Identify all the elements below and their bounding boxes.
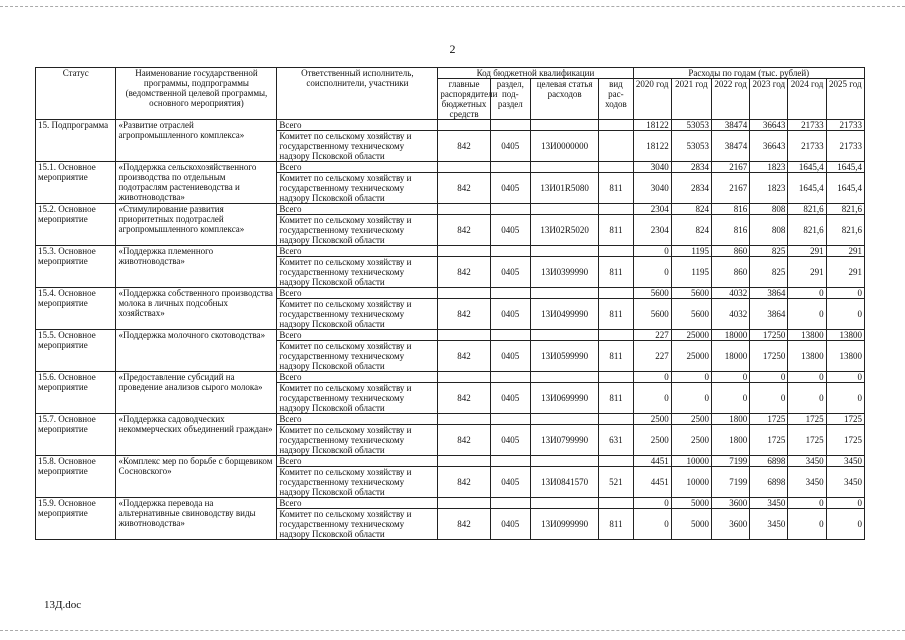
row-status: 15.8. Основное мероприятие	[36, 456, 116, 498]
row-total-value: 18122	[633, 120, 671, 131]
row-name: «Предоставление субсидий на проведение анализов сырого молока»	[116, 372, 277, 414]
row-year-value: 36643	[750, 131, 788, 162]
header-budget-code: Код бюджетной квалификации	[438, 68, 633, 79]
row-status: 15.1. Основное мероприятие	[36, 162, 116, 204]
row-total-value: 4451	[633, 456, 671, 467]
empty-cell	[530, 288, 598, 299]
row-grbs: 842	[438, 215, 490, 246]
empty-cell	[490, 120, 530, 131]
budget-table	[35, 67, 865, 540]
row-status: 15.7. Основное мероприятие	[36, 414, 116, 456]
row-year-value: 3600	[711, 509, 749, 540]
row-total-label: Всего	[277, 120, 438, 131]
row-name: «Поддержка перевода на альтернативные свиноводству виды животноводства»	[116, 498, 277, 540]
row-year-value: 4451	[633, 467, 671, 498]
empty-cell	[599, 246, 633, 257]
row-year-value: 1725	[750, 425, 788, 456]
empty-cell	[599, 120, 633, 131]
empty-cell	[599, 414, 633, 425]
row-total-value: 13800	[788, 330, 826, 341]
table-row-total	[36, 414, 865, 425]
row-status: 15.6. Основное мероприятие	[36, 372, 116, 414]
row-total-value: 1645,4	[788, 162, 826, 173]
empty-cell	[490, 330, 530, 341]
empty-cell	[599, 204, 633, 215]
row-year-value: 1725	[826, 425, 864, 456]
row-total-value: 13800	[826, 330, 864, 341]
row-total-value: 3450	[788, 456, 826, 467]
header-name: Наименование государственной программы, подпрограммы (ведомственной целевой программы, основного мероприятия)	[116, 68, 277, 120]
row-year-value: 2500	[633, 425, 671, 456]
row-total-value: 824	[671, 204, 711, 215]
table-row-total	[36, 162, 865, 173]
row-total-value: 1645,4	[826, 162, 864, 173]
footer-filename: 13Д.doc	[44, 599, 82, 611]
row-year-value: 18122	[633, 131, 671, 162]
row-total-label: Всего	[277, 414, 438, 425]
row-total-value: 291	[788, 246, 826, 257]
row-total-value: 0	[750, 372, 788, 383]
row-total-value: 3450	[750, 498, 788, 509]
row-grbs: 842	[438, 341, 490, 372]
row-total-value: 38474	[711, 120, 749, 131]
row-responsible: Комитет по сельскому хозяйству и государственному техническому надзору Псковской области	[277, 131, 438, 162]
empty-cell	[599, 372, 633, 383]
row-section: 0405	[490, 341, 530, 372]
empty-cell	[530, 456, 598, 467]
row-total-value: 816	[711, 204, 749, 215]
row-year-value: 0	[671, 383, 711, 414]
row-total-value: 7199	[711, 456, 749, 467]
empty-cell	[438, 498, 490, 509]
empty-cell	[530, 162, 598, 173]
row-total-value: 0	[788, 372, 826, 383]
row-type	[599, 131, 633, 162]
empty-cell	[490, 456, 530, 467]
row-year-value: 1725	[788, 425, 826, 456]
row-total-value: 860	[711, 246, 749, 257]
empty-cell	[438, 162, 490, 173]
empty-cell	[530, 330, 598, 341]
row-status: 15.4. Основное мероприятие	[36, 288, 116, 330]
row-type: 521	[599, 467, 633, 498]
row-target: 13И0000000	[530, 131, 598, 162]
row-name: «Поддержка собственного производства молока в личных подсобных хозяйствах»	[116, 288, 277, 330]
header-status: Статус	[36, 68, 116, 120]
row-year-value: 824	[671, 215, 711, 246]
row-year-value: 21733	[788, 131, 826, 162]
header-year-2021: 2021 год	[671, 79, 711, 120]
row-responsible: Комитет по сельскому хозяйству и государственному техническому надзору Псковской области	[277, 467, 438, 498]
row-responsible: Комитет по сельскому хозяйству и государственному техническому надзору Псковской области	[277, 509, 438, 540]
row-year-value: 825	[750, 257, 788, 288]
row-year-value: 21733	[826, 131, 864, 162]
row-year-value: 0	[826, 383, 864, 414]
row-year-value: 2167	[711, 173, 749, 204]
empty-cell	[530, 372, 598, 383]
row-total-value: 0	[633, 498, 671, 509]
row-year-value: 821,6	[826, 215, 864, 246]
row-year-value: 0	[633, 509, 671, 540]
row-grbs: 842	[438, 467, 490, 498]
table-row-total	[36, 288, 865, 299]
row-name: «Поддержка племенного животноводства»	[116, 246, 277, 288]
header-year-2024: 2024 год	[788, 79, 826, 120]
header-year-2025: 2025 год	[826, 79, 864, 120]
empty-cell	[438, 456, 490, 467]
row-year-value: 38474	[711, 131, 749, 162]
row-year-value: 816	[711, 215, 749, 246]
row-total-value: 1195	[671, 246, 711, 257]
row-total-label: Всего	[277, 456, 438, 467]
row-year-value: 3040	[633, 173, 671, 204]
empty-cell	[599, 162, 633, 173]
row-total-label: Всего	[277, 288, 438, 299]
row-total-value: 0	[633, 372, 671, 383]
empty-cell	[490, 288, 530, 299]
empty-cell	[438, 288, 490, 299]
empty-cell	[490, 246, 530, 257]
top-page-edge	[0, 6, 905, 7]
row-name: «Развитие отраслей агропромышленного комплекса»	[116, 120, 277, 162]
row-responsible: Комитет по сельскому хозяйству и государственному техническому надзору Псковской области	[277, 383, 438, 414]
bottom-page-edge	[0, 630, 905, 631]
empty-cell	[530, 414, 598, 425]
row-total-value: 0	[788, 288, 826, 299]
row-total-value: 808	[750, 204, 788, 215]
row-year-value: 2834	[671, 173, 711, 204]
row-year-value: 6898	[750, 467, 788, 498]
empty-cell	[530, 204, 598, 215]
row-total-value: 0	[671, 372, 711, 383]
row-total-value: 5600	[633, 288, 671, 299]
row-total-value: 2167	[711, 162, 749, 173]
row-responsible: Комитет по сельскому хозяйству и государственному техническому надзору Псковской области	[277, 425, 438, 456]
table-row-total	[36, 246, 865, 257]
row-year-value: 860	[711, 257, 749, 288]
row-year-value: 0	[788, 299, 826, 330]
row-total-value: 5000	[671, 498, 711, 509]
empty-cell	[530, 498, 598, 509]
row-section: 0405	[490, 257, 530, 288]
row-section: 0405	[490, 383, 530, 414]
row-target: 13И0841570	[530, 467, 598, 498]
row-grbs: 842	[438, 425, 490, 456]
row-status: 15.9. Основное мероприятие	[36, 498, 116, 540]
empty-cell	[438, 120, 490, 131]
row-year-value: 25000	[671, 341, 711, 372]
page-number: 2	[449, 42, 456, 56]
row-section: 0405	[490, 173, 530, 204]
row-type: 811	[599, 173, 633, 204]
row-total-value: 2500	[633, 414, 671, 425]
row-section: 0405	[490, 215, 530, 246]
row-year-value: 808	[750, 215, 788, 246]
header-year-2023: 2023 год	[750, 79, 788, 120]
row-section: 0405	[490, 131, 530, 162]
row-year-value: 13800	[788, 341, 826, 372]
table-row-total	[36, 204, 865, 215]
header-year-2022: 2022 год	[711, 79, 749, 120]
row-year-value: 2500	[671, 425, 711, 456]
row-year-value: 17250	[750, 341, 788, 372]
header-grbs: главные распорядители бюджетных средств	[438, 79, 490, 120]
row-target: 13И0699990	[530, 383, 598, 414]
row-year-value: 1195	[671, 257, 711, 288]
row-type: 631	[599, 425, 633, 456]
row-type: 811	[599, 257, 633, 288]
empty-cell	[438, 246, 490, 257]
row-year-value: 3450	[750, 509, 788, 540]
row-grbs: 842	[438, 173, 490, 204]
row-year-value: 0	[788, 509, 826, 540]
row-total-value: 10000	[671, 456, 711, 467]
table-row-total	[36, 498, 865, 509]
row-total-value: 0	[711, 372, 749, 383]
row-year-value: 1645,4	[788, 173, 826, 204]
empty-cell	[599, 456, 633, 467]
row-name: «Поддержка сельскохозяйственного производства по отдельным подотраслям растениеводства и животноводства»	[116, 162, 277, 204]
row-name: «Поддержка садоводческих некоммерческих объединений граждан»	[116, 414, 277, 456]
row-responsible: Комитет по сельскому хозяйству и государственному техническому надзору Псковской области	[277, 299, 438, 330]
empty-cell	[438, 330, 490, 341]
row-section: 0405	[490, 467, 530, 498]
row-grbs: 842	[438, 299, 490, 330]
row-section: 0405	[490, 425, 530, 456]
row-total-label: Всего	[277, 246, 438, 257]
row-total-value: 6898	[750, 456, 788, 467]
row-year-value: 18000	[711, 341, 749, 372]
empty-cell	[490, 414, 530, 425]
row-year-value: 2304	[633, 215, 671, 246]
header-section: раздел, под-раздел	[490, 79, 530, 120]
row-target: 13И0399990	[530, 257, 598, 288]
header-expenses: Расходы по годам (тыс. рублей)	[633, 68, 864, 79]
row-year-value: 0	[750, 383, 788, 414]
row-year-value: 1800	[711, 425, 749, 456]
row-total-value: 0	[788, 498, 826, 509]
row-total-value: 21733	[826, 120, 864, 131]
row-total-value: 1823	[750, 162, 788, 173]
empty-cell	[490, 162, 530, 173]
empty-cell	[490, 372, 530, 383]
row-total-value: 1725	[788, 414, 826, 425]
row-year-value: 0	[711, 383, 749, 414]
row-total-value: 17250	[750, 330, 788, 341]
row-total-value: 4032	[711, 288, 749, 299]
row-total-value: 21733	[788, 120, 826, 131]
row-year-value: 10000	[671, 467, 711, 498]
row-year-value: 3450	[826, 467, 864, 498]
empty-cell	[530, 246, 598, 257]
row-section: 0405	[490, 509, 530, 540]
row-target: 13И0599990	[530, 341, 598, 372]
row-responsible: Комитет по сельскому хозяйству и государственному техническому надзору Псковской области	[277, 215, 438, 246]
row-total-value: 1725	[750, 414, 788, 425]
row-section: 0405	[490, 299, 530, 330]
row-total-value: 821,6	[788, 204, 826, 215]
row-total-value: 2834	[671, 162, 711, 173]
empty-cell	[490, 204, 530, 215]
row-total-value: 227	[633, 330, 671, 341]
table-row-total	[36, 330, 865, 341]
table-row-total	[36, 120, 865, 131]
row-type: 811	[599, 509, 633, 540]
header-target: целевая статья расходов	[530, 79, 598, 120]
row-year-value: 1645,4	[826, 173, 864, 204]
empty-cell	[438, 414, 490, 425]
row-year-value: 291	[788, 257, 826, 288]
table-row-total	[36, 456, 865, 467]
row-grbs: 842	[438, 131, 490, 162]
row-year-value: 4032	[711, 299, 749, 330]
row-year-value: 227	[633, 341, 671, 372]
row-name: «Поддержка молочного скотоводства»	[116, 330, 277, 372]
row-year-value: 5000	[671, 509, 711, 540]
header-type: вид рас-ходов	[599, 79, 633, 120]
row-year-value: 291	[826, 257, 864, 288]
empty-cell	[438, 204, 490, 215]
row-name: «Стимулирование развития приоритетных подотраслей агропромышленного комплекса»	[116, 204, 277, 246]
row-total-value: 1800	[711, 414, 749, 425]
row-year-value: 0	[788, 383, 826, 414]
row-type: 811	[599, 299, 633, 330]
empty-cell	[490, 498, 530, 509]
row-total-label: Всего	[277, 204, 438, 215]
row-total-label: Всего	[277, 498, 438, 509]
row-total-value: 0	[826, 288, 864, 299]
header-responsible: Ответственный исполнитель, соисполнители, участники	[277, 68, 438, 120]
row-total-value: 0	[826, 498, 864, 509]
row-total-value: 3450	[826, 456, 864, 467]
row-target: 13И01R5080	[530, 173, 598, 204]
row-year-value: 3864	[750, 299, 788, 330]
row-total-value: 36643	[750, 120, 788, 131]
table-row-total	[36, 372, 865, 383]
row-name: «Комплекс мер по борьбе с борщевиком Сосновского»	[116, 456, 277, 498]
row-total-value: 3040	[633, 162, 671, 173]
row-grbs: 842	[438, 257, 490, 288]
row-year-value: 0	[826, 299, 864, 330]
row-year-value: 7199	[711, 467, 749, 498]
row-total-value: 3600	[711, 498, 749, 509]
empty-cell	[599, 288, 633, 299]
row-total-value: 25000	[671, 330, 711, 341]
row-year-value: 5600	[633, 299, 671, 330]
row-total-value: 53053	[671, 120, 711, 131]
row-total-value: 0	[826, 372, 864, 383]
empty-cell	[599, 330, 633, 341]
row-year-value: 53053	[671, 131, 711, 162]
row-type: 811	[599, 383, 633, 414]
row-target: 13И0799990	[530, 425, 598, 456]
row-total-value: 18000	[711, 330, 749, 341]
row-total-value: 825	[750, 246, 788, 257]
row-responsible: Комитет по сельскому хозяйству и государственному техническому надзору Псковской области	[277, 341, 438, 372]
row-total-label: Всего	[277, 330, 438, 341]
row-total-value: 291	[826, 246, 864, 257]
row-year-value: 5600	[671, 299, 711, 330]
row-total-value: 5600	[671, 288, 711, 299]
row-grbs: 842	[438, 383, 490, 414]
row-responsible: Комитет по сельскому хозяйству и государственному техническому надзору Псковской области	[277, 173, 438, 204]
row-total-value: 3864	[750, 288, 788, 299]
row-type: 811	[599, 341, 633, 372]
row-target: 13И0999990	[530, 509, 598, 540]
row-status: 15.5. Основное мероприятие	[36, 330, 116, 372]
row-status: 15.3. Основное мероприятие	[36, 246, 116, 288]
row-total-value: 1725	[826, 414, 864, 425]
row-grbs: 842	[438, 509, 490, 540]
empty-cell	[530, 120, 598, 131]
row-year-value: 1823	[750, 173, 788, 204]
row-total-value: 2304	[633, 204, 671, 215]
row-year-value: 13800	[826, 341, 864, 372]
row-target: 13И02R5020	[530, 215, 598, 246]
row-year-value: 3450	[788, 467, 826, 498]
row-total-value: 821,6	[826, 204, 864, 215]
row-status: 15.2. Основное мероприятие	[36, 204, 116, 246]
empty-cell	[599, 498, 633, 509]
row-target: 13И0499990	[530, 299, 598, 330]
row-total-label: Всего	[277, 372, 438, 383]
row-year-value: 821,6	[788, 215, 826, 246]
row-year-value: 0	[633, 383, 671, 414]
header-row-1	[36, 68, 865, 79]
row-status: 15. Подпрограмма	[36, 120, 116, 162]
row-total-value: 0	[633, 246, 671, 257]
row-type: 811	[599, 215, 633, 246]
row-year-value: 0	[826, 509, 864, 540]
empty-cell	[438, 372, 490, 383]
row-responsible: Комитет по сельскому хозяйству и государственному техническому надзору Псковской области	[277, 257, 438, 288]
row-total-label: Всего	[277, 162, 438, 173]
row-year-value: 0	[633, 257, 671, 288]
row-total-value: 2500	[671, 414, 711, 425]
header-year-2020: 2020 год	[633, 79, 671, 120]
